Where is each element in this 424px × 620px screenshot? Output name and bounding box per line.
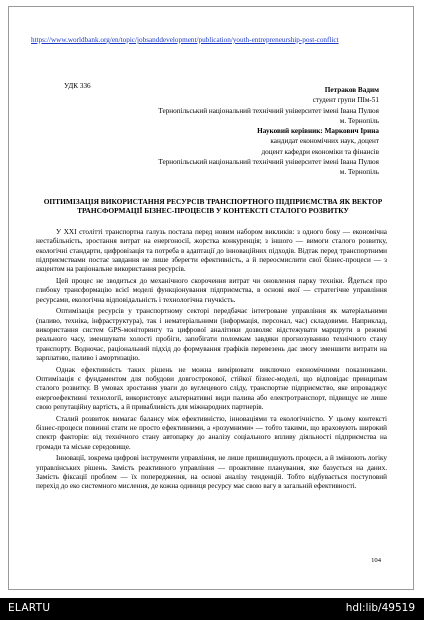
handle-id[interactable]: hdl:lib/49519	[345, 602, 415, 614]
udc-code: УДК 336	[64, 82, 91, 90]
supervisor-degree: кандидат економічних наук, доцент	[270, 137, 379, 146]
article-body	[36, 228, 387, 494]
repository-name: ELARTU	[8, 602, 51, 614]
paragraph: Цей процес не зводиться до механічного скорочення витрат чи оновлення парку техніки. Йдеться про глибоку трансформацію всієї моделі функціонування підприємства, в основі якої — стратегічне управління ресурсами, екологічна відповідальність і технологічна гнучкість.	[36, 277, 387, 304]
article-title: ОПТИМІЗАЦІЯ ВИКОРИСТАННЯ РЕСУРСІВ ТРАНСПОРТНОГО ПІДПРИЄМСТВА ЯК ВЕКТОР ТРАНСФОРМАЦІЇ БІЗНЕС-ПРОЦЕСІВ У КОНТЕКСТІ СТАЛОГО РОЗВИТКУ	[43, 197, 383, 216]
author-block	[79, 85, 379, 126]
repository-footer	[0, 598, 424, 620]
author-name: Петраков Вадим	[324, 86, 379, 94]
paragraph: У XXI столітті транспортна галузь постала перед новим набором викликів: з одного боку — економічна нестабільність, зростання витрат на енергоносії, жорстка конкуренція; з іншого — вимоги сталого розвитку, екологічні стандарти, цифровізація та потреба в адаптації до інноваційних підходів. Відтак перед транспортними підприємствами постає завдання не лише зберегти ефективність, а й переосмислити свої бізнес-процеси — з акцентом на раціональне використання ресурсів.	[36, 228, 387, 274]
author-university: Тернопільський національний технічний університет імені Івана Пулюя	[158, 106, 379, 115]
supervisor-name: Науковий керівник: Маркович Ірина	[257, 127, 379, 135]
supervisor-city: м. Тернопіль	[339, 168, 379, 177]
author-position: студент групи ПІм-51	[312, 96, 379, 105]
supervisor-block	[79, 126, 379, 177]
page-number: 104	[371, 557, 381, 564]
author-city: м. Тернопіль	[339, 116, 379, 125]
supervisor-university: Тернопільський національний технічний університет імені Івана Пулюя	[158, 157, 379, 166]
supervisor-position: доцент кафедри економіки та фінансів	[261, 147, 379, 156]
paragraph: Інновації, зокрема цифрові інструменти управління, не лише пришвидшують процеси, а й змінюють логіку управлінських рішень. Замість реактивного управління — проактивне планування, яке базується на даних. Замість фіксації проблем — їх попередження, на основі аналізу тенденцій. Тобто відбувається поступовий перехід до еко системного мислення, де кожна одиниця ресурсу має свою вагу в загальній ефективності.	[36, 454, 387, 491]
paragraph: Однак ефективність таких рішень не можна вимірювати виключно економічними показниками. Оптимізація є фундаментом для побудови довгострокової, стійкої бізнес-моделі, що відповідає принципам сталого розвитку. В умовах зростання уваги до вуглецевого сліду, транспортне підприємство, яке впроваджує енергоефективні технології, використовує альтернативні види палива або електротранспорт, підвищує не лише свою репутаційну вартість, а й привабливість для міжнародних партнерів.	[36, 365, 387, 412]
paragraph: Оптимізація ресурсів у транспортному секторі передбачає інтегроване управління як матеріальними (паливо, техніка, інфраструктура), так і нематеріальними (інформація, персонал, час) складовими. Наприклад, використання систем GPS-моніторингу та цифрової аналітики дозволяє відстежувати маршрути в режимі реального часу, зменшувати холості пробіги, запобігати поломкам завдяки прогнозуванню технічного стану транспорту. Водночас, раціональний підхід до формування графіків перевезень дає змогу зменшити витрати на зарплатню, паливо і амортизацію.	[36, 307, 387, 363]
reference-link[interactable]: https://www.worldbank.org/en/topic/jobsanddevelopment/publication/youth-entrepreneurship-post-conflict	[31, 36, 339, 44]
paragraph: Сталий розвиток вимагає балансу між ефективністю, інноваціями та екологічністю. У цьому контексті бізнес-процеси повинні стати не просто ефективними, а «розумними» — тобто такими, що враховують широкий спектр факторів: від технічного стану автопарку до аналізу соціального впливу діяльності підприємства на громади та міське середовище.	[36, 414, 387, 451]
